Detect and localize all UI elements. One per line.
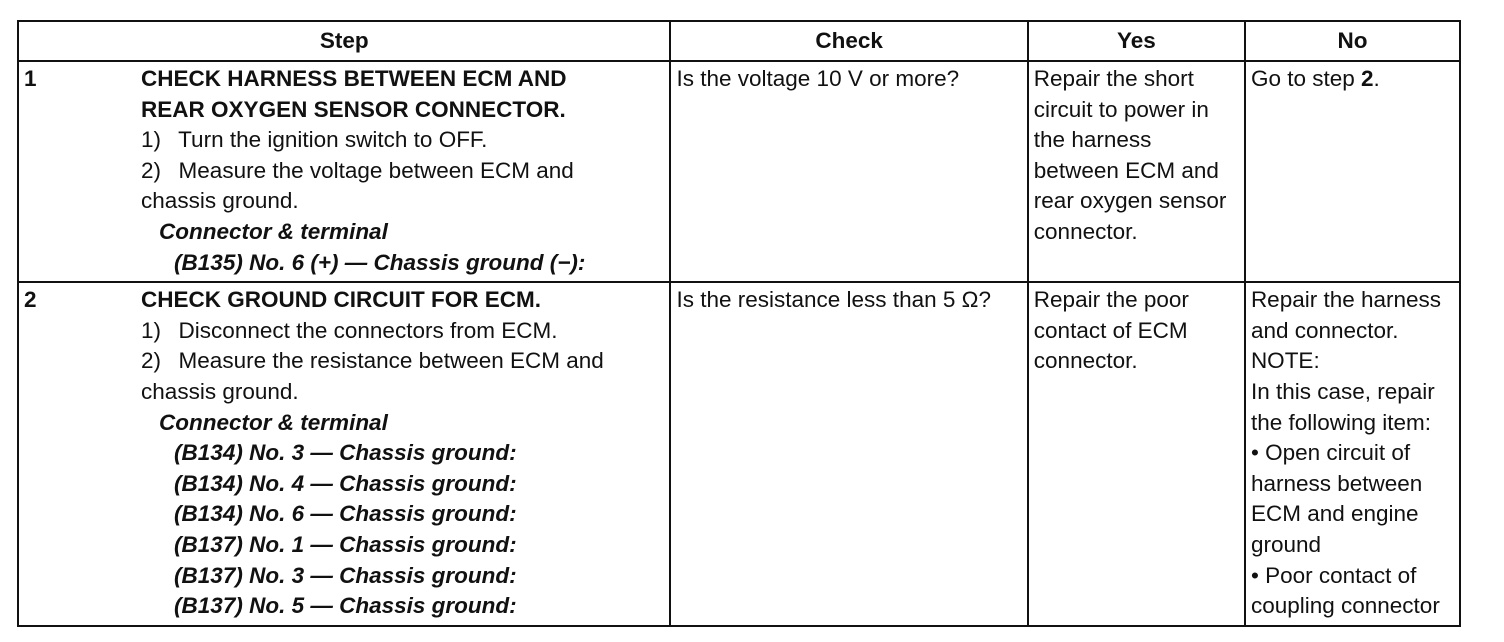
no-line: ground — [1250, 531, 1321, 557]
no-line: Repair the harness — [1250, 287, 1442, 313]
no-cell — [1245, 282, 1460, 626]
yes-line: Repair the short — [1033, 66, 1194, 91]
no-step-ref: 2 — [1361, 66, 1374, 91]
table-row — [18, 282, 1460, 626]
diagnostic-table-page — [17, 20, 1461, 627]
step-description — [136, 61, 670, 282]
connector-heading: Connector & terminal — [159, 409, 388, 435]
header-step: Step — [18, 21, 670, 61]
table-header-row — [18, 21, 1460, 61]
header-check: Check — [670, 21, 1027, 61]
connector-terminal: (B137) No. 1 — Chassis ground: — [174, 531, 517, 557]
step-instruction: chassis ground. — [141, 188, 299, 214]
yes-cell — [1028, 61, 1245, 282]
yes-line: connector. — [1033, 218, 1138, 244]
no-line: harness between — [1250, 470, 1423, 496]
yes-line: contact of ECM — [1033, 317, 1188, 343]
step-number: 1 — [18, 61, 136, 282]
step-title-line: REAR OXYGEN SENSOR CONNECTOR. — [141, 96, 566, 122]
connector-terminal: (B135) No. 6 (+) — Chassis ground (−): — [174, 249, 586, 275]
no-line: • Open circuit of — [1250, 440, 1411, 466]
no-line: and connector. — [1250, 317, 1399, 343]
connector-terminal: (B137) No. 5 — Chassis ground: — [174, 593, 517, 619]
no-line: the following item: — [1250, 409, 1432, 435]
step-description — [136, 282, 670, 626]
step-title-line: CHECK GROUND CIRCUIT FOR ECM. — [141, 287, 542, 313]
no-text: Go to step — [1250, 66, 1361, 91]
header-yes: Yes — [1028, 21, 1245, 61]
step-instruction: 2) Measure the resistance between ECM and — [141, 348, 604, 374]
no-line: NOTE: — [1250, 348, 1320, 374]
no-line: ECM and engine — [1250, 501, 1419, 527]
yes-line: Repair the poor — [1033, 287, 1189, 313]
no-line: In this case, repair — [1250, 378, 1435, 404]
no-cell — [1245, 61, 1460, 282]
connector-terminal: (B134) No. 6 — Chassis ground: — [174, 501, 517, 527]
connector-terminal: (B137) No. 3 — Chassis ground: — [174, 562, 517, 588]
connector-heading: Connector & terminal — [159, 218, 388, 244]
step-instruction: 1) Turn the ignition switch to OFF. — [141, 127, 488, 153]
yes-cell — [1028, 282, 1245, 626]
yes-line: circuit to power in — [1033, 96, 1209, 122]
no-text-end: . — [1373, 66, 1380, 91]
check-cell: Is the resistance less than 5 Ω? — [670, 282, 1027, 626]
diagnostic-table — [17, 20, 1461, 627]
no-line: coupling connector — [1250, 593, 1440, 619]
step-instruction: 1) Disconnect the connectors from ECM. — [141, 317, 558, 343]
header-no: No — [1245, 21, 1460, 61]
yes-line: between ECM and — [1033, 157, 1219, 183]
step-instruction: 2) Measure the voltage between ECM and — [141, 157, 574, 183]
yes-line: rear oxygen sensor — [1033, 188, 1227, 214]
check-cell: Is the voltage 10 V or more? — [670, 61, 1027, 282]
no-line: • Poor contact of — [1250, 562, 1417, 588]
connector-terminal: (B134) No. 4 — Chassis ground: — [174, 470, 517, 496]
yes-line: connector. — [1033, 348, 1138, 374]
step-number: 2 — [18, 282, 136, 626]
table-row — [18, 61, 1460, 282]
step-instruction: chassis ground. — [141, 378, 299, 404]
connector-terminal: (B134) No. 3 — Chassis ground: — [174, 440, 517, 466]
step-title-line: CHECK HARNESS BETWEEN ECM AND — [141, 66, 567, 91]
yes-line: the harness — [1033, 127, 1152, 153]
